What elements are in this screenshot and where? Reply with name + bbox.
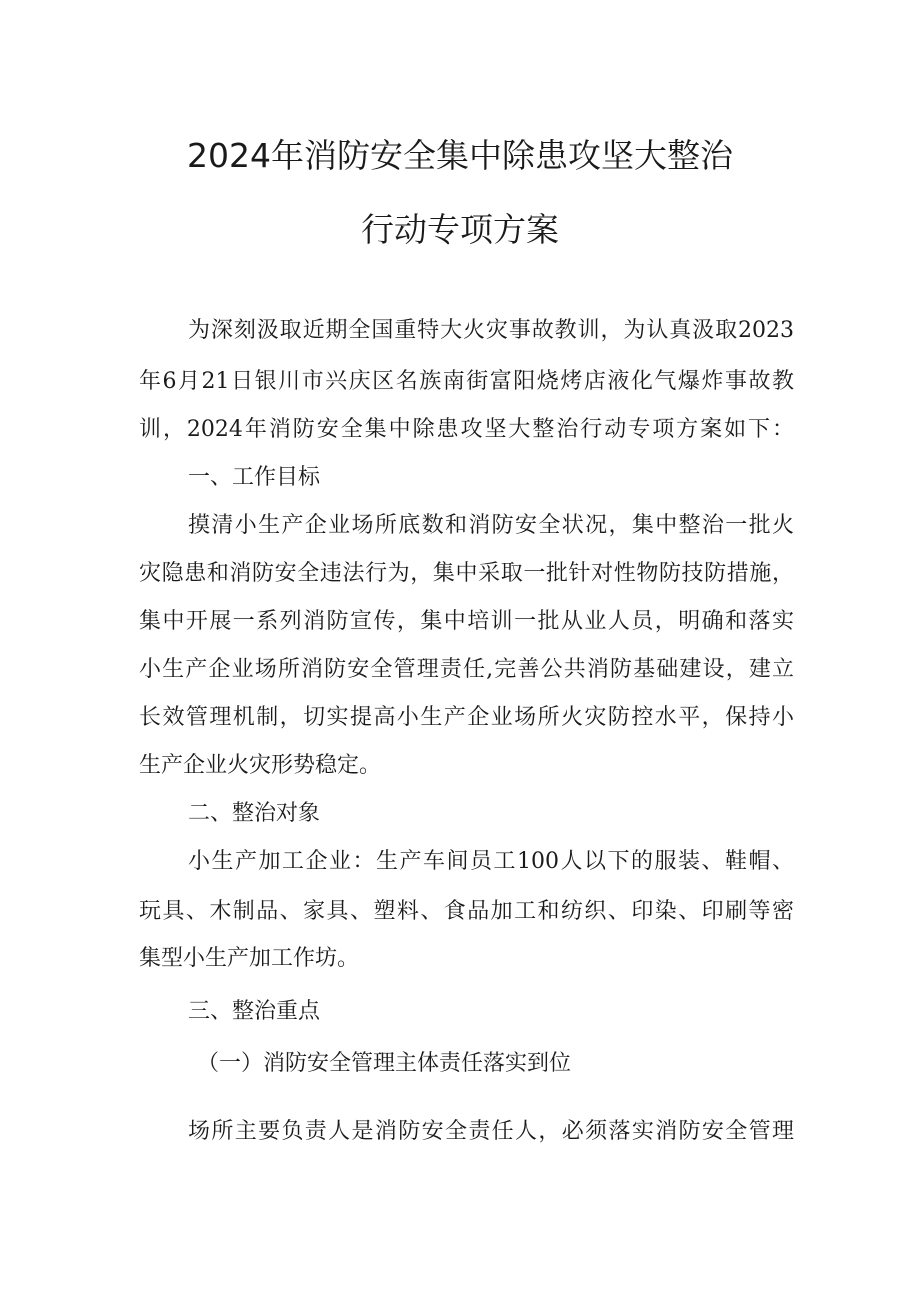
section1-line: 生产企业火灾形势稳定。 (139, 753, 382, 778)
intro-line: 训，2024年消防安全集中除患攻坚大整治行动专项方案如下： (139, 417, 794, 442)
section2-line: 集型小生产加工作坊。 (139, 946, 360, 971)
section3-line: 场所主要负责人是消防安全责任人，必须落实消防安全管理 (188, 1119, 794, 1144)
section1-line: 小生产企业场所消防安全管理责任,完善公共消防基础建设，建立 (139, 657, 794, 682)
section1-line: 灾隐患和消防安全违法行为，集中采取一批针对性物防技防措施， (139, 561, 794, 586)
document-title-line-2: 行动专项方案 (361, 210, 559, 249)
section-heading-focus: 三、整治重点 (188, 999, 321, 1024)
intro-line: 年6月21日银川市兴庆区名族南街富阳烧烤店液化气爆炸事故教 (139, 369, 794, 394)
section1-line: 集中开展一系列消防宣传，集中培训一批从业人员，明确和落实 (139, 609, 794, 634)
section-heading-goals: 一、工作目标 (188, 465, 321, 490)
subsection-heading-1: （一）消防安全管理主体责任落实到位 (197, 1051, 572, 1076)
document-title-line-1: 2024年消防安全集中除患攻坚大整治 (187, 136, 733, 175)
section1-line: 长效管理机制，切实提高小生产企业场所火灾防控水平，保持小 (139, 705, 794, 730)
intro-line: 为深刻汲取近期全国重特大火灾事故教训，为认真汲取2023 (188, 318, 794, 343)
section-heading-targets: 二、整治对象 (188, 801, 321, 826)
section1-line: 摸清小生产企业场所底数和消防安全状况，集中整治一批火 (188, 513, 794, 538)
section2-line: 小生产加工企业：生产车间员工100人以下的服装、鞋帽、 (188, 849, 794, 874)
section2-line: 玩具、木制品、家具、塑料、食品加工和纺织、印染、印刷等密 (139, 899, 794, 924)
